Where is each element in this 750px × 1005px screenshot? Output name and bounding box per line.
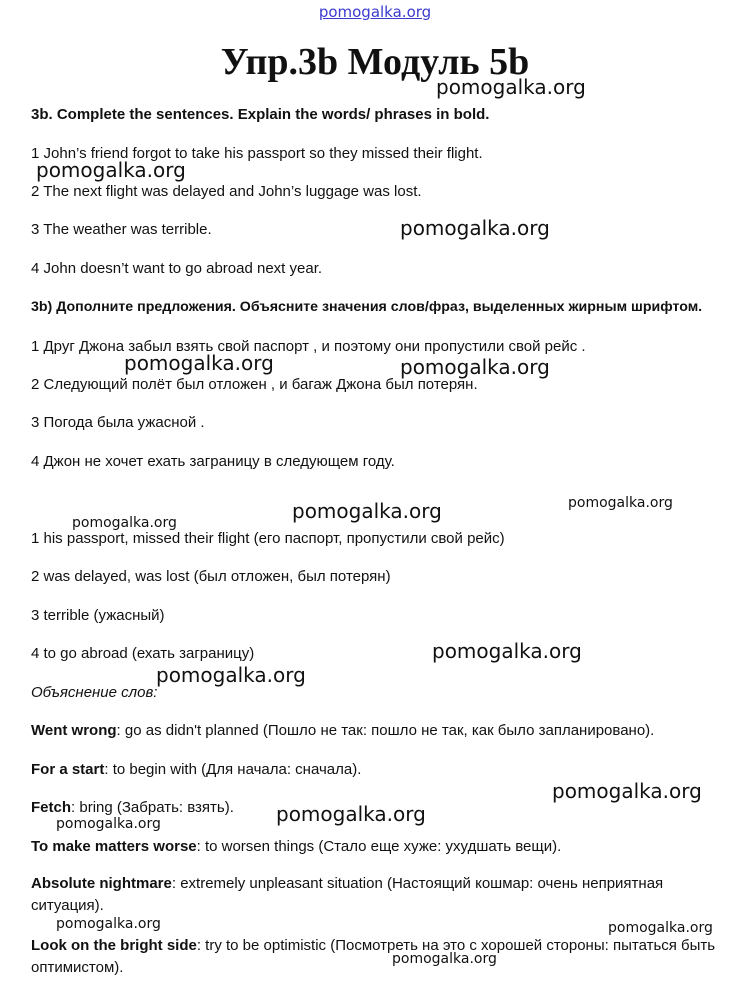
watermark: pomogalka.org	[124, 351, 274, 375]
english-heading: 3b. Complete the sentences. Explain the words/ phrases in bold.	[31, 106, 490, 123]
russian-sentence-3: 3 Погода была ужасной .	[31, 414, 205, 431]
explanation-item	[31, 799, 234, 816]
answer-3: 3 terrible (ужасный)	[31, 607, 165, 624]
explanation-heading: Объяснение слов:	[31, 684, 158, 701]
russian-sentence-2: 2 Следующий полёт был отложен , и багаж Джона был потерян.	[31, 376, 478, 393]
explanation-definition: : to begin with (Для начала: сначала).	[104, 761, 362, 778]
watermark: pomogalka.org	[568, 495, 673, 511]
russian-sentence-4: 4 Джон не хочет ехать заграницу в следующем году.	[31, 453, 395, 470]
watermark: pomogalka.org	[552, 779, 702, 803]
watermark: pomogalka.org	[72, 515, 177, 531]
explanation-term: Went wrong	[31, 722, 117, 739]
watermark: pomogalka.org	[436, 75, 586, 99]
english-sentence-4: 4 John doesn’t want to go abroad next year.	[31, 260, 323, 277]
russian-sentence-1: 1 Друг Джона забыл взять свой паспорт , и поэтому они пропустили свой рейс .	[31, 338, 586, 355]
english-sentence-2: 2 The next flight was delayed and John’s luggage was lost.	[31, 183, 422, 200]
explanation-definition: : try to be optimistic (Посмотреть на это с хорошей стороны: пытаться быть оптимистом).	[31, 937, 716, 976]
watermark: pomogalka.org	[292, 499, 442, 523]
explanation-definition: : go as didn't planned (Пошло не так: пошло не так, как было запланировано).	[116, 722, 655, 739]
watermark: pomogalka.org	[400, 355, 550, 379]
english-sentence-1: 1 John’s friend forgot to take his passport so they missed their flight.	[31, 145, 483, 162]
explanation-item	[31, 935, 721, 979]
explanation-item	[31, 838, 561, 855]
explanation-item	[31, 873, 721, 917]
english-sentence-3: 3 The weather was terrible.	[31, 221, 212, 238]
explanation-item	[31, 761, 361, 778]
answer-1: 1 his passport, missed their flight (его паспорт, пропустили свой рейс)	[31, 530, 505, 547]
watermark: pomogalka.org	[56, 916, 161, 932]
watermark: pomogalka.org	[608, 920, 713, 936]
page-title: Упр.3b Модуль 5b	[220, 41, 530, 83]
explanation-item	[31, 722, 654, 739]
watermark: pomogalka.org	[400, 216, 550, 240]
answer-2: 2 was delayed, was lost (был отложен, был потерян)	[31, 568, 391, 585]
russian-heading: 3b) Дополните предложения. Объясните значения слов/фраз, выделенных жирным шрифтом.	[31, 299, 703, 315]
explanation-term: Fetch	[31, 799, 72, 816]
header-watermark-link[interactable]: pomogalka.org	[318, 3, 432, 21]
explanation-definition: : bring (Забрать: взять).	[71, 799, 234, 816]
explanation-term: Look on the bright side	[31, 937, 197, 954]
explanation-term: Absolute nightmare	[31, 875, 172, 892]
watermark: pomogalka.org	[392, 951, 497, 967]
watermark: pomogalka.org	[36, 158, 186, 182]
watermark: pomogalka.org	[56, 816, 161, 832]
explanation-definition: : extremely unpleasant situation (Настоящий кошмар: очень неприятная ситуация).	[31, 875, 664, 914]
explanation-term: For a start	[31, 761, 105, 778]
answer-4: 4 to go abroad (ехать заграницу)	[31, 645, 255, 662]
watermark: pomogalka.org	[432, 639, 582, 663]
explanation-term: To make matters worse	[31, 838, 197, 855]
watermark: pomogalka.org	[156, 663, 306, 687]
watermark: pomogalka.org	[276, 802, 426, 826]
explanation-definition: : to worsen things (Стало еще хуже: ухудшать вещи).	[196, 838, 562, 855]
